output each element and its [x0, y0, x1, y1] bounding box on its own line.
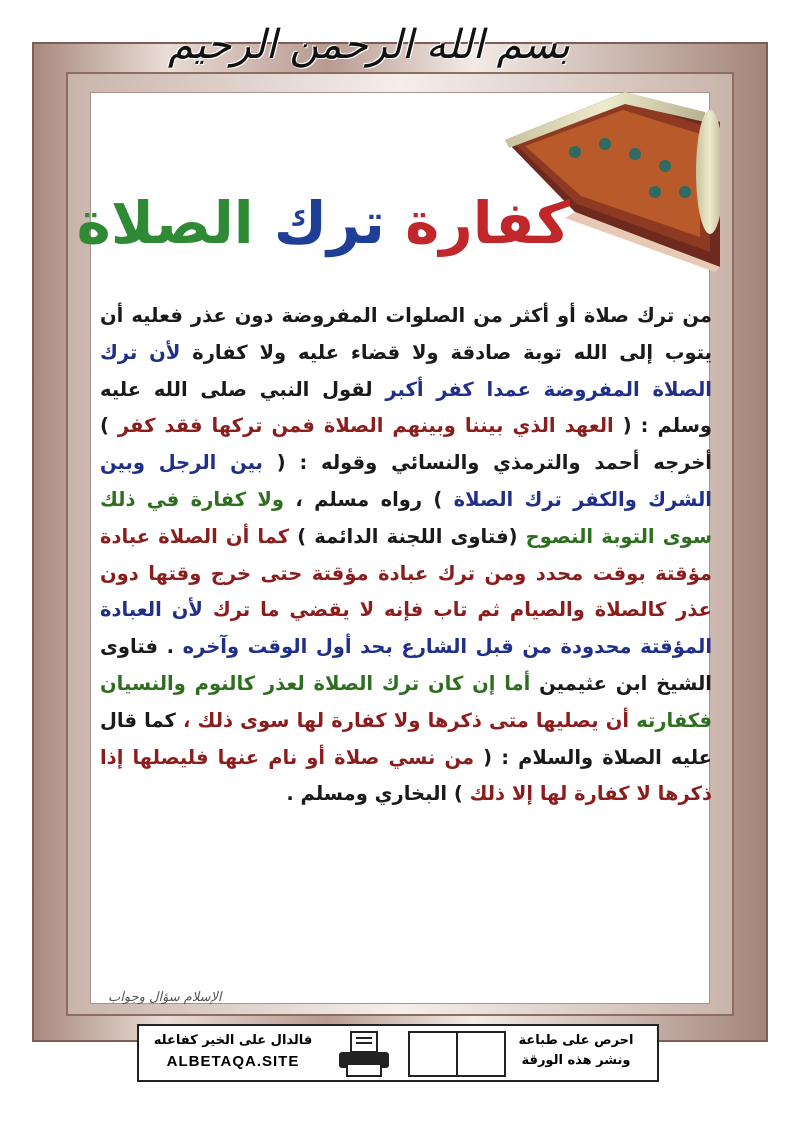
body-segment: من نسي صلاة أو نام عنها فليصلها إذا ذكرها لا كفارة لها إلا ذلك [100, 745, 712, 806]
page-title [76, 178, 570, 268]
article-body [100, 298, 712, 813]
body-segment: أن يصليها متى ذكرها ولا كفارة لها سوى ذلك ، [175, 708, 637, 732]
basmala-calligraphy: بسم الله الرحمن الرحيم [167, 22, 570, 68]
footer-site-link[interactable]: ALBETAQA.SITE [166, 1053, 300, 1070]
body-segment: ) أخرجه أحمد والترمذي والنسائي وقوله : ( [100, 414, 712, 475]
body-segment: كما قال عليه الصلاة والسلام : ( [100, 708, 712, 769]
footer-slogan: فالدال على الخير كفاعله [153, 1033, 313, 1048]
source-credit: الإسلام سؤال وجواب [108, 990, 222, 1005]
body-segment: لقول النبي صلى الله عليه وسلم : ( [100, 377, 713, 438]
title-word-2: ترك [273, 189, 385, 257]
title-word-3: الصلاة [76, 189, 254, 257]
body-segment: (فتاوى اللجنة الدائمة ) [289, 524, 526, 548]
body-segment: أما إن كان ترك الصلاة لعذر كالنوم والنسيان فكفارته [100, 671, 712, 732]
dawa-paper-logo [407, 1030, 507, 1078]
body-segment: من ترك صلاة أو أكثر من الصلوات المفروضة دون عذر فعليه أن يتوب إلى الله توبة صادقة ولا قضاء عليه ولا كفارة [100, 304, 712, 364]
body-segment: لأن العبادة المؤقتة محدودة من قبل الشارع بحد أول الوقت وآخره [100, 598, 712, 659]
body-segment: لأن ترك الصلاة المفروضة عمدا كفر أكبر [100, 340, 712, 401]
footer-right-block [501, 1031, 651, 1075]
footer-left-block [145, 1031, 321, 1075]
body-segment: كما أن الصلاة عبادة مؤقتة بوقت محدد ومن ترك عبادة مؤقتة حتى خرج وقتها دون عذر كالصلاة والصيام ثم تاب فإنه لا يقضي ما ترك [100, 524, 712, 622]
printer-icon [329, 1030, 399, 1078]
footer-share-line: ونشر هذه الورقة [521, 1053, 631, 1068]
body-segment: بين الرجل وبين الشرك والكفر ترك الصلاة [100, 451, 712, 511]
title-word-1: كفارة [405, 189, 570, 257]
body-segment: ولا كفارة في ذلك سوى التوبة النصوح [100, 487, 712, 548]
body-segment: العهد الذي بيننا وبينهم الصلاة فمن تركها فقد كفر [117, 414, 614, 438]
body-segment: . فتاوى الشيخ ابن عثيمين [100, 635, 712, 695]
body-segment: ) البخاري ومسلم . [286, 782, 470, 806]
body-segment: ) رواه مسلم ، [284, 487, 454, 511]
footer-banner [137, 1024, 659, 1082]
footer-print-line: احرص على طباعة [518, 1033, 634, 1048]
